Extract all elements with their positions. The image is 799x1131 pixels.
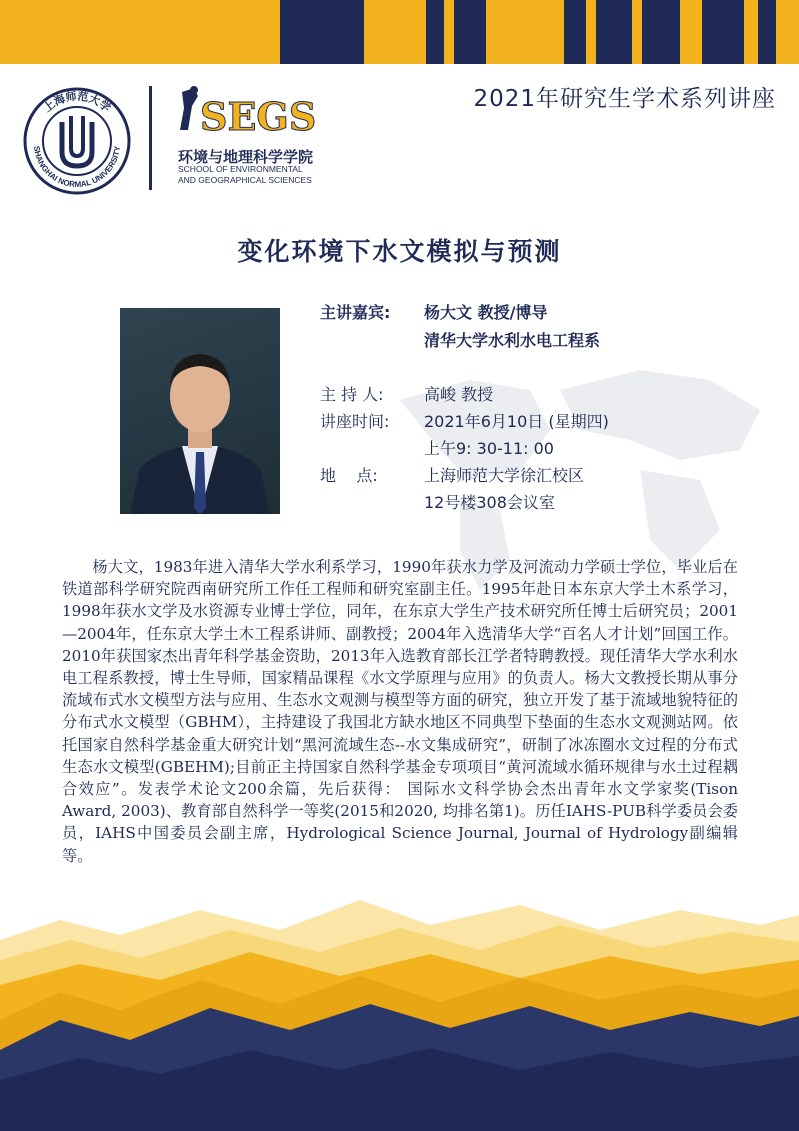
mountain-landscape-footer	[0, 880, 799, 1131]
lecture-series-title: 2021年研究生学术系列讲座	[473, 86, 776, 112]
place-line1: 上海师范大学徐汇校区	[424, 466, 585, 485]
top-stripe-banner	[0, 0, 799, 64]
svg-text:SEGS: SEGS	[200, 94, 317, 139]
place-line2: 12号楼308会议室	[424, 493, 555, 512]
lecture-title: 变化环境下水文模拟与预测	[237, 237, 562, 266]
speaker-portrait-illustration	[120, 308, 280, 514]
speaker-biography: 杨大文，1983年进入清华大学水利系学习，1990年获水力学及河流动力学硕士学位，毕业后在铁道部科学研究院西南研究所工作任工程师和研究室副主任。1995年赴日本东京大学土木系学习，1998年获水文学及水资源专业博士学位，同年，在东京大学生产技术研究所任博士后研究员；2001—2004年，任东京大学土木工程系讲师、副教授；2004年入选清华大学“百名人才计划”回国工作。2010年获国家杰出青年科学基金资助，2013年入选教育部长江学者特聘教授。现任清华大学水利水电工程系教授，博士生导师，国家精品课程《水文学原理与应用》的负责人。杨大文教授长期从事分流域布式水文模型方法与应用、生态水文观测与模型等方面的研究，独立开发了基于流域地貌特征的分布式水文模型（GBHM），主持建设了我国北方缺水地区不同典型下垫面的生态水文观测站网。依托国家自然科学基金重大研究计划“黑河流域生态--水文集成研究”，研制了冰冻圈水文过程的分布式生态水文模型(GBEHM);目前正主持国家自然科学基金专项项目“黄河流域水循环规律与水土过程耦合效应”。发表学术论文200余篇，先后获得： 国际水文科学协会杰出青年水文学家奖(Tison Award, 2003)、教育部自然科学一等奖(2015和2020, 均排名第1)。历任IAHS-PUB科学委员会委员，IAHS中国委员会副主席，Hydrological Science Journal, Journal of Hydrology副编辑等。	[62, 558, 738, 865]
time-row	[320, 409, 609, 432]
place-label: 地 点:	[320, 466, 378, 485]
segs-school-logo	[174, 84, 344, 150]
time-hours: 上午9: 30-11: 00	[424, 439, 554, 458]
time-label: 讲座时间:	[320, 412, 390, 431]
speaker-affiliation: 清华大学水利水电工程系	[424, 331, 601, 350]
svg-text:上海师范大学: 上海师范大学	[40, 89, 114, 115]
host-row	[320, 382, 493, 405]
speaker-label: 主讲嘉宾:	[320, 303, 391, 322]
speaker-photo	[120, 308, 280, 514]
place-row	[320, 463, 584, 486]
school-name-en-line1: SCHOOL OF ENVIRONMENTAL	[178, 164, 303, 174]
speaker-name: 杨大文 教授/博导	[424, 303, 548, 322]
logo-divider	[149, 86, 152, 190]
school-name-en-line2: AND GEOGRAPHICAL SCIENCES	[178, 175, 312, 185]
time-date: 2021年6月10日 (星期四)	[424, 412, 609, 431]
host-value: 高峻 教授	[424, 385, 494, 404]
school-name-cn: 环境与地理科学学院	[178, 148, 314, 166]
speaker-row	[320, 300, 547, 323]
school-name-en	[178, 164, 312, 186]
host-label: 主 持 人:	[320, 385, 384, 404]
svg-text:SHANGHAI NORMAL UNIVERSITY: SHANGHAI NORMAL UNIVERSITY	[31, 145, 123, 190]
university-seal-logo	[22, 86, 132, 196]
